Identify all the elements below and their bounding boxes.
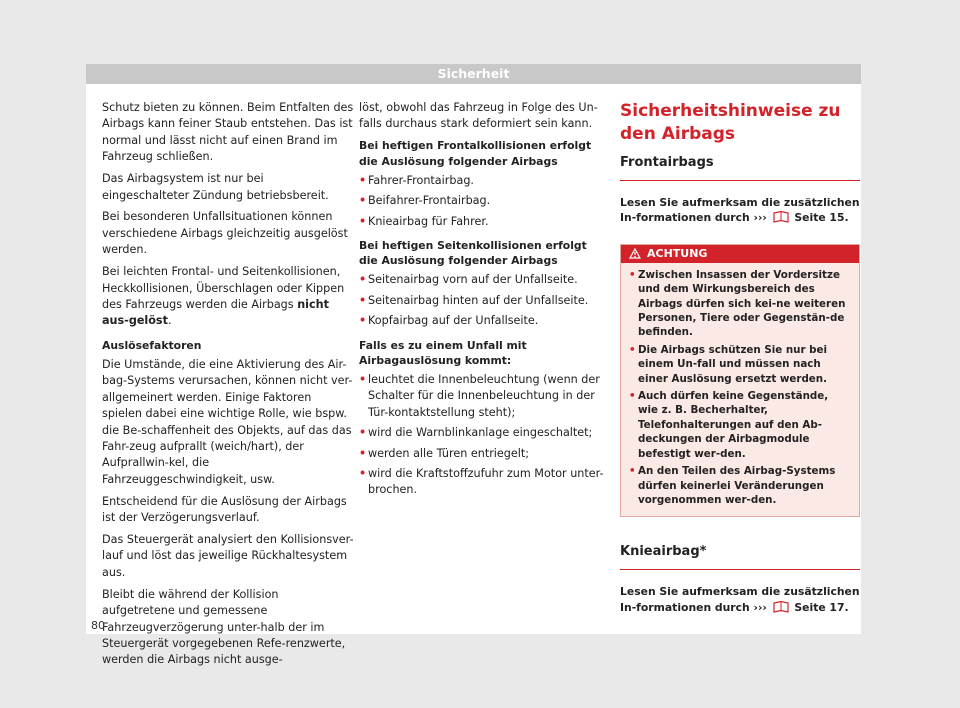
- bullet-icon: •: [359, 426, 367, 440]
- ref-text: Lesen Sie aufmerksam die zusätzlichen In-formationen durch: [620, 196, 860, 225]
- list-item: [359, 293, 604, 309]
- heading-frontal: Bei heftigen Frontalkollisionen erfolgt die Auslösung folgender Airbags: [359, 139, 592, 168]
- bullet-icon: •: [629, 268, 636, 281]
- book-icon: [773, 600, 789, 617]
- bullet-icon: •: [359, 194, 367, 208]
- warning-item: [629, 343, 851, 386]
- list-item: [359, 425, 604, 441]
- bullet-icon: •: [359, 446, 367, 460]
- manual-page: [86, 64, 861, 667]
- list-item-text: Fahrer-Frontairbag.: [368, 173, 474, 187]
- warning-item-text: Zwischen Insassen der Vordersitze und dem Wirkungsbereich des Airbags dürfen sich kei-ne weiteren Personen, Tiere oder Gegenstän-de befinden.: [638, 268, 846, 339]
- list-item: [359, 372, 604, 421]
- warning-box: [620, 244, 860, 518]
- list-item-text: Seitenairbag hinten auf der Unfallseite.: [368, 293, 589, 307]
- list-item: [359, 466, 604, 499]
- list-item: [359, 214, 604, 230]
- reference-frontairbags: [620, 195, 860, 228]
- warning-label: ACHTUNG: [647, 246, 708, 260]
- bullet-icon: •: [359, 372, 367, 386]
- paragraph: [102, 264, 354, 330]
- heading-unfall: Falls es zu einem Unfall mit Airbagauslösung kommt:: [359, 338, 527, 367]
- paragraph: löst, obwohl das Fahrzeug in Folge des Un-falls durchaus stark deformiert sein kann.: [359, 101, 598, 131]
- ref-text: Lesen Sie aufmerksam die zusätzlichen In-formationen durch: [620, 585, 860, 614]
- paragraph: Schutz bieten zu können. Beim Entfalten des Airbags kann feiner Staub entstehen. Das ist normal und lässt nicht auf einen Brand im Fahrzeug schließen.: [102, 101, 354, 164]
- bullet-icon: •: [629, 465, 636, 478]
- paragraph: Das Steuergerät analysiert den Kollisionsver-lauf und löst das jeweilige Rückhaltesystem aus.: [102, 533, 354, 579]
- subheading-knieairbag: Knieairbag*: [620, 543, 860, 570]
- column-1: [102, 100, 354, 674]
- warning-body: [621, 263, 859, 517]
- book-icon: [773, 210, 789, 227]
- list-item: [359, 272, 604, 288]
- paragraph: Die Umstände, die eine Aktivierung des Air-bag-Systems verursachen, können nicht ver-allgemeinert werden. Einige Faktoren spielen dabei eine wichtige Rolle, wie bspw. die Be-schaffenheit des Objekts, auf das das Fahr-zeug aufprallt (weich/hart), der Aufprallwin-kel, die Fahrzeuggeschwindigkeit, usw.: [102, 357, 353, 486]
- paragraph: Bleibt die während der Kollision aufgetretene und gemessene Fahrzeugverzögerung unter-halb der im Steuergerät vorgegebenen Refe-renzwerte, werden die Airbags nicht ausge-: [102, 587, 346, 667]
- list-item-text: wird die Kraftstoffzufuhr zum Motor unter-brochen.: [368, 467, 604, 497]
- warning-item-text: Auch dürfen keine Gegenstände, wie z. B. Becherhalter, Telefonhalterungen auf den Ab-deckungen der Airbagmodule befestigt wer-den.: [638, 390, 829, 460]
- list-item-text: leuchtet die Innenbeleuchtung (wenn der Schalter für die Innenbeleuchtung in der Tür-kontaktstellung steht);: [368, 372, 600, 419]
- section-title: Sicherheit: [437, 66, 510, 81]
- list-item: [359, 446, 604, 462]
- column-2: [359, 100, 604, 503]
- warning-item-text: Die Airbags schützen Sie nur bei einem Un-fall und müssen nach einer Auslösung ersetzt werden.: [638, 343, 828, 385]
- heading-seiten: Bei heftigen Seitenkollisionen erfolgt die Auslösung folgender Airbags: [359, 238, 587, 268]
- bullet-icon: •: [359, 314, 367, 328]
- list-item-text: Knieairbag für Fahrer.: [368, 214, 489, 228]
- list-item-text: werden alle Türen entriegelt;: [368, 446, 530, 460]
- warning-item-text: An den Teilen des Airbag-Systems dürfen keinerlei Veränderungen vorgenommen wer-den.: [638, 465, 836, 506]
- bullet-icon: •: [629, 390, 636, 403]
- header-bar: [86, 64, 861, 84]
- warning-triangle-icon: [629, 247, 641, 265]
- paragraph: Das Airbagsystem ist nur bei eingeschalteter Zündung betriebsbereit.: [102, 172, 329, 202]
- text: .: [844, 600, 849, 614]
- paragraph: Bei besonderen Unfallsituationen können verschiedene Airbags gleichzeitig ausgelöst werden.: [102, 210, 348, 257]
- list-item-text: wird die Warnblinkanlage eingeschaltet;: [368, 426, 593, 440]
- page-link-17[interactable]: Seite 17: [794, 600, 845, 614]
- bullet-icon: •: [359, 214, 367, 228]
- bullet-icon: •: [359, 173, 367, 187]
- list-item: [359, 173, 604, 189]
- bullet-icon: •: [359, 293, 367, 307]
- bullet-icon: •: [359, 273, 367, 287]
- list-item: [359, 313, 604, 329]
- subheading-frontairbags: Frontairbags: [620, 154, 860, 181]
- list-item-text: Beifahrer-Frontairbag.: [368, 194, 491, 208]
- heading-ausloesefaktoren: Auslösefaktoren: [102, 338, 202, 352]
- page-link-15[interactable]: Seite 15: [794, 211, 845, 225]
- list-item-text: Kopfairbag auf der Unfallseite.: [368, 314, 539, 328]
- page-number: 80: [91, 619, 105, 632]
- text: Bei leichten Frontal- und Seitenkollisionen, Heckkollisionen, Überschlagen oder Kippen des Fahrzeugs werden die Airbags: [102, 265, 345, 311]
- bullet-icon: •: [359, 467, 367, 480]
- list-item: [359, 193, 604, 209]
- text: .: [844, 211, 849, 225]
- column-3: [620, 100, 860, 617]
- warning-header: [621, 245, 859, 263]
- text: .: [167, 314, 172, 328]
- warning-item: [629, 268, 851, 340]
- ref-arrows: ›››: [753, 211, 767, 225]
- bold-text: nicht aus-gelöst: [102, 297, 329, 328]
- paragraph: Entscheidend für die Auslösung der Airbags ist der Verzögerungsverlauf.: [102, 494, 347, 525]
- bullet-icon: •: [629, 343, 636, 356]
- ref-arrows: ›››: [753, 600, 767, 614]
- warning-item: [629, 464, 851, 507]
- warning-item: [629, 389, 851, 461]
- safety-title: Sicherheitshinweise zu den Airbags: [620, 101, 841, 144]
- list-item-text: Seitenairbag vorn auf der Unfallseite.: [368, 273, 578, 287]
- reference-knieairbag: [620, 584, 860, 617]
